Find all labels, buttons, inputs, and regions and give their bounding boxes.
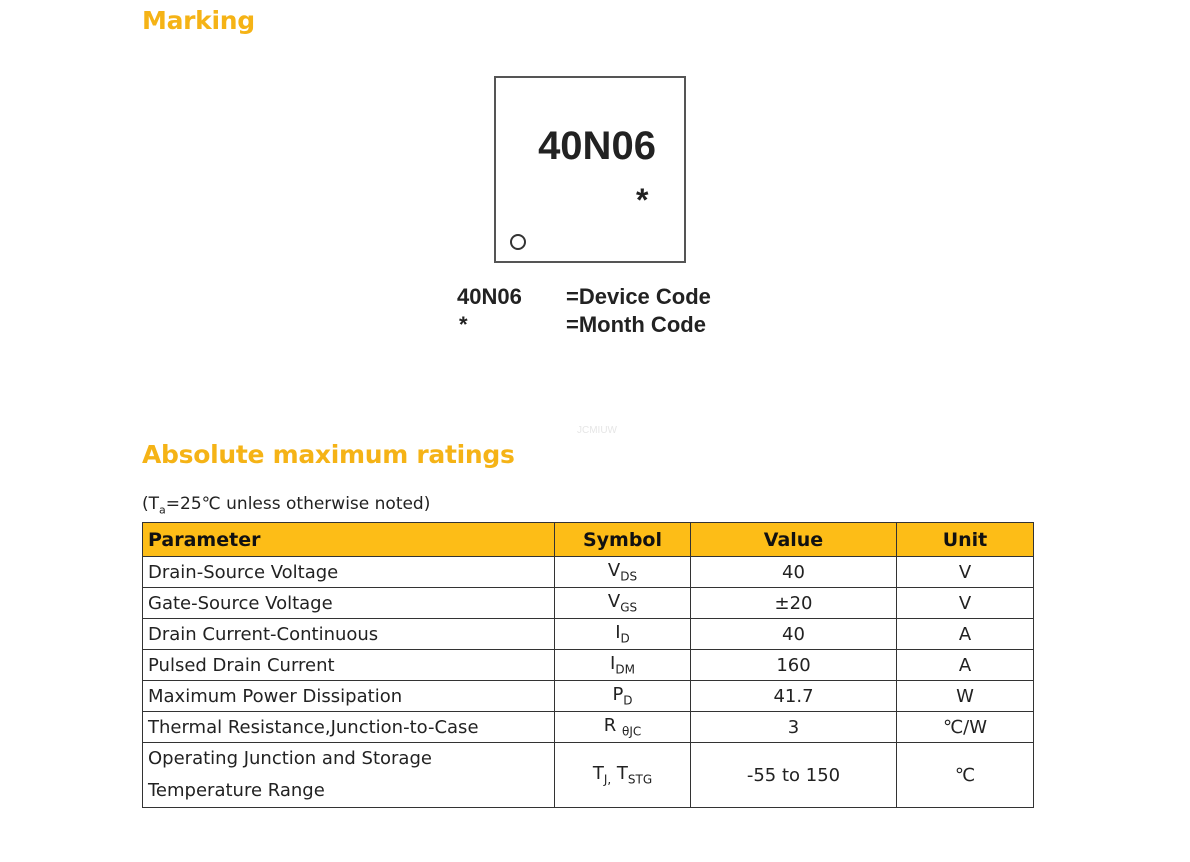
header-value: Value	[691, 523, 897, 557]
chip-device-code: 40N06	[538, 124, 656, 168]
header-unit: Unit	[897, 523, 1034, 557]
cell-unit: V	[897, 557, 1034, 588]
cell-value: 160	[691, 650, 897, 681]
cell-unit: ℃	[897, 743, 1034, 808]
table-row	[143, 712, 1034, 743]
table-header-row	[143, 523, 1034, 557]
cell-symbol: $V_{DS}$	[555, 557, 691, 588]
table-row	[143, 588, 1034, 619]
table-row	[143, 743, 1034, 808]
table-row	[143, 619, 1034, 650]
ratings-title: Absolute maximum ratings	[142, 440, 515, 469]
cell-value: 40	[691, 557, 897, 588]
cell-unit: W	[897, 681, 1034, 712]
cell-unit: A	[897, 619, 1034, 650]
table-row	[143, 650, 1034, 681]
legend-code-device: 40N06	[457, 284, 522, 309]
legend-code-month: *	[459, 312, 468, 337]
table-row	[143, 557, 1034, 588]
marking-title: Marking	[142, 6, 255, 35]
cell-value: 40	[691, 619, 897, 650]
cell-parameter: Drain-Source Voltage	[143, 557, 555, 588]
legend-desc-month: =Month Code	[566, 312, 706, 337]
cell-value: -55 to 150	[691, 743, 897, 808]
ratings-table	[142, 522, 1034, 808]
cell-symbol: $I_D$	[555, 619, 691, 650]
cell-symbol: $T_{J,}$ $T_{STG}$	[555, 743, 691, 808]
cell-value: 41.7	[691, 681, 897, 712]
cell-unit: ℃/W	[897, 712, 1034, 743]
legend-desc-device: =Device Code	[566, 284, 711, 309]
cell-parameter: Pulsed Drain Current	[143, 650, 555, 681]
table-row	[143, 681, 1034, 712]
chip-package-diagram	[494, 76, 686, 263]
cell-symbol: $P_D$	[555, 681, 691, 712]
cell-symbol: R $_{\theta JC}$	[555, 712, 691, 743]
cell-symbol: $I_{DM}$	[555, 650, 691, 681]
watermark: JCMIUW	[577, 425, 617, 436]
cell-unit: V	[897, 588, 1034, 619]
cell-parameter: Operating Junction and Storage Temperature Range	[143, 743, 555, 808]
cell-parameter: Thermal Resistance,Junction-to-Case	[143, 712, 555, 743]
header-symbol: Symbol	[555, 523, 691, 557]
cell-value: ±20	[691, 588, 897, 619]
header-parameter: Parameter	[143, 523, 555, 557]
cell-symbol: $V_{GS}$	[555, 588, 691, 619]
cell-parameter: Drain Current-Continuous	[143, 619, 555, 650]
chip-month-mark: *	[636, 182, 649, 218]
test-condition: ($T_a=25℃$ unless otherwise noted)	[142, 494, 431, 517]
cell-parameter: Gate-Source Voltage	[143, 588, 555, 619]
pin1-indicator-icon	[510, 234, 526, 250]
cell-parameter: Maximum Power Dissipation	[143, 681, 555, 712]
cell-value: 3	[691, 712, 897, 743]
cell-unit: A	[897, 650, 1034, 681]
